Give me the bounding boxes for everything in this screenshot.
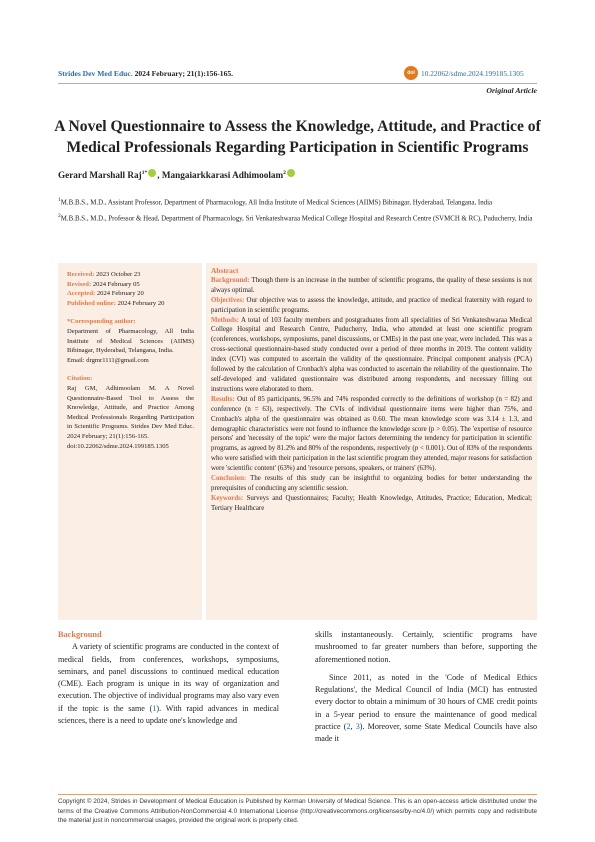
abstract-conclusion: Conclusion: The results of this study can be insightful to organizing bodies for better understanding the prerequisites of conducting any scientific session. <box>211 475 532 492</box>
revised-date: Revised: 2024 February 05 <box>67 280 140 288</box>
abstract-background: Background: Though there is an increase in the number of scientific programs, the quality of these sessions is not always optimal. <box>211 276 532 294</box>
affiliation-2-mark: 2 <box>58 212 61 219</box>
affiliation-2-text: M.B.B.S., M.D., Professor & Head, Department of Pharmacology, Sri Venkateshwaraa Medical College Hospital and Research Centre (SVMCH & RC), Puducherry, India <box>60 215 533 223</box>
citation-text: Raj GM, Adhimoolam M. A Novel Questionnaire-Based Tool to Assess the Knowledge, Attitude, and Practice Among Medical Professionals Regarding Participation in Scientific Programs. Strides Dev Med Educ. 2024 February; 21(1):156-165. <box>67 384 194 440</box>
corresponding-author-email[interactable]: Email: drgmr1111@gmail.com <box>67 356 149 364</box>
orcid-icon[interactable] <box>148 169 156 177</box>
orcid-icon[interactable] <box>287 169 295 177</box>
author-1-affil-mark: 1* <box>141 169 148 176</box>
title-line-2: Medical Professionals Regarding Participation in Scientific Programs <box>66 139 529 156</box>
journal-citation <box>58 69 233 78</box>
copyright-footer: Copyright © 2024, Strides in Development of Medical Education is Published by Kerman University of Medical Science. This is an open-access article distributed under the terms of the Creative Commons Attribution-NonCommercial 4.0 International License (http://creativecommons.org/licenses/by-nc/4.0/) which permits copy and redistribute the material just in noncommercial usages, provided the original work is properly cited. <box>58 798 537 825</box>
author-2-name: Mangaiarkkarasi Adhimoolam <box>161 170 284 180</box>
affiliation-1 <box>58 195 537 209</box>
abstract-panel <box>206 263 537 620</box>
body-paragraph: A variety of scientific programs are conducted in the context of medical fields, from conferences, workshops, symposiums, seminars, and panel discussions to continued medical education (CME). Each program is unique in its way of organization and execution. The objective of individual programs may also vary even if the topic is the same (1). With rapid advances in medical sciences, there is a need to update one's knowledge and <box>58 642 279 726</box>
body-paragraph: Since 2011, as noted in the 'Code of Medical Ethics Regulations', the Medical Council of India (MCI) has entrusted every doctor to obtain a minimum of 30 hours of CME credit points in a 5-year period to ensure the maintenance of good medical practice (2, 3). Moreover, some State Medical Councils have also made it <box>315 672 538 744</box>
author-list <box>58 169 296 180</box>
reference-link[interactable]: 1 <box>152 703 157 713</box>
header-divider <box>58 83 537 84</box>
corresponding-author-heading: *Corresponding author: <box>67 318 136 326</box>
journal-header <box>58 66 537 82</box>
article-type: Original Article <box>486 86 537 95</box>
citation-doi[interactable]: doi:10.22062/sdme.2024.199185.1305 <box>67 442 169 450</box>
body-paragraph: skills instantaneously. Certainly, scientific programs have mushroomed to far greater numbers than before, supporting the aforementioned notion. <box>315 630 537 664</box>
doi-icon: doi <box>404 66 418 80</box>
journal-issue: 2024 February; 21(1):156-165. <box>134 69 234 78</box>
affiliation-1-mark: 1 <box>58 197 61 203</box>
published-date: Published online: 2024 February 20 <box>67 299 165 307</box>
abstract-keywords: Keywords: Surveys and Questionnaires; Faculty; Health Knowledge, Attitudes, Practice; Education, Medical; Tertiary Healthcare <box>211 494 532 512</box>
reference-link[interactable]: 2 <box>346 722 351 732</box>
affiliation-1-text: M.B.B.S., M.D., Assistant Professor, Department of Pharmacology, All India Institute of Medical Sciences (AIIMS) Bibinagar, Hyderabad, Telangana, India <box>60 199 493 207</box>
accepted-date: Accepted: 2024 February 20 <box>67 290 144 298</box>
journal-short-name[interactable]: Strides Dev Med Educ. <box>58 69 133 78</box>
body-column-right <box>315 629 537 746</box>
section-heading-background: Background <box>58 630 102 639</box>
article-title <box>40 116 555 158</box>
received-date: Received: 2023 October 23 <box>67 271 141 278</box>
affiliation-2 <box>58 211 537 225</box>
doi-link[interactable]: 10.22062/sdme.2024.199185.1305 <box>421 69 524 78</box>
corresponding-author-address: Department of Pharmacology, All India Institute of Medical Sciences (AIIMS) Bibinagar, Hyderabad, Telangana, India. <box>67 327 194 355</box>
author-2-affil-mark: 2 <box>283 169 286 176</box>
article-dates <box>67 270 194 308</box>
abstract-objectives: Objectives: Our objective was to assess the knowledge, attitude, and practice of medical fraternity with regard to participation in scientific programs. <box>211 296 532 314</box>
article-info-panel <box>58 263 202 620</box>
body-column-left <box>58 629 279 727</box>
citation-heading: Citation: <box>67 375 93 383</box>
abstract-methods: Methods: A total of 103 faculty members and postgraduates from all specialities of Sri Venkateshwaraa Medical College Hospital and Research Centre, Puducherry, India, who attended at least one scientific program (conferences, workshops, symposiums, panel discussions, or CMEs) in the past one year, were included. This was a cross-sectional questionnaire-based study conducted over a period of three months in 2019. The content validity index (CVI) was computed to ascertain the validity of the questionnaire. Principal component analysis (PCA) followed by the calculation of Cronbach's alpha was conducted to ascertain the reliability of the questionnaire. The self-developed and validated questionnaire was distributed among respondents, and necessary filling out instructions were elaborated to them. <box>211 316 532 393</box>
author-1-name: Gerard Marshall Raj <box>58 170 142 180</box>
title-line-1: A Novel Questionnaire to Assess the Knowledge, Attitude, and Practice of <box>54 118 541 135</box>
author-separator: , <box>157 170 162 180</box>
abstract-results: Results: Out of 85 participants, 96.5% and 74% responded correctly to the definitions of workshop (n = 82) and conference (n = 63), respectively. The CVIs of individual questionnaire items were higher than 75%, and Cronbach's alpha of the questionnaire was obtained as 0.60. The mean knowledge score was 3.14 ± 1.3, and demographic characteristics were not found to influence the knowledge score (p > 0.05). The 'expertise of resource persons' and 'necessity of the topic' were the major factors determining the tendency for participation in scientific programs, as agreed by 81.2% and 80% of the respondents, respectively (p < 0.001). Out of 83% of the respondents who were satisfied with their participation in the last scientific program they attended, major reasons for satisfaction were 'scientific content' (63%) and 'resource persons, speakers, or trainers' (63%). <box>211 395 533 473</box>
footer-divider <box>58 794 537 795</box>
reference-link[interactable]: 3 <box>355 722 360 732</box>
affiliations <box>58 195 537 227</box>
abstract-heading: Abstract <box>211 266 239 275</box>
